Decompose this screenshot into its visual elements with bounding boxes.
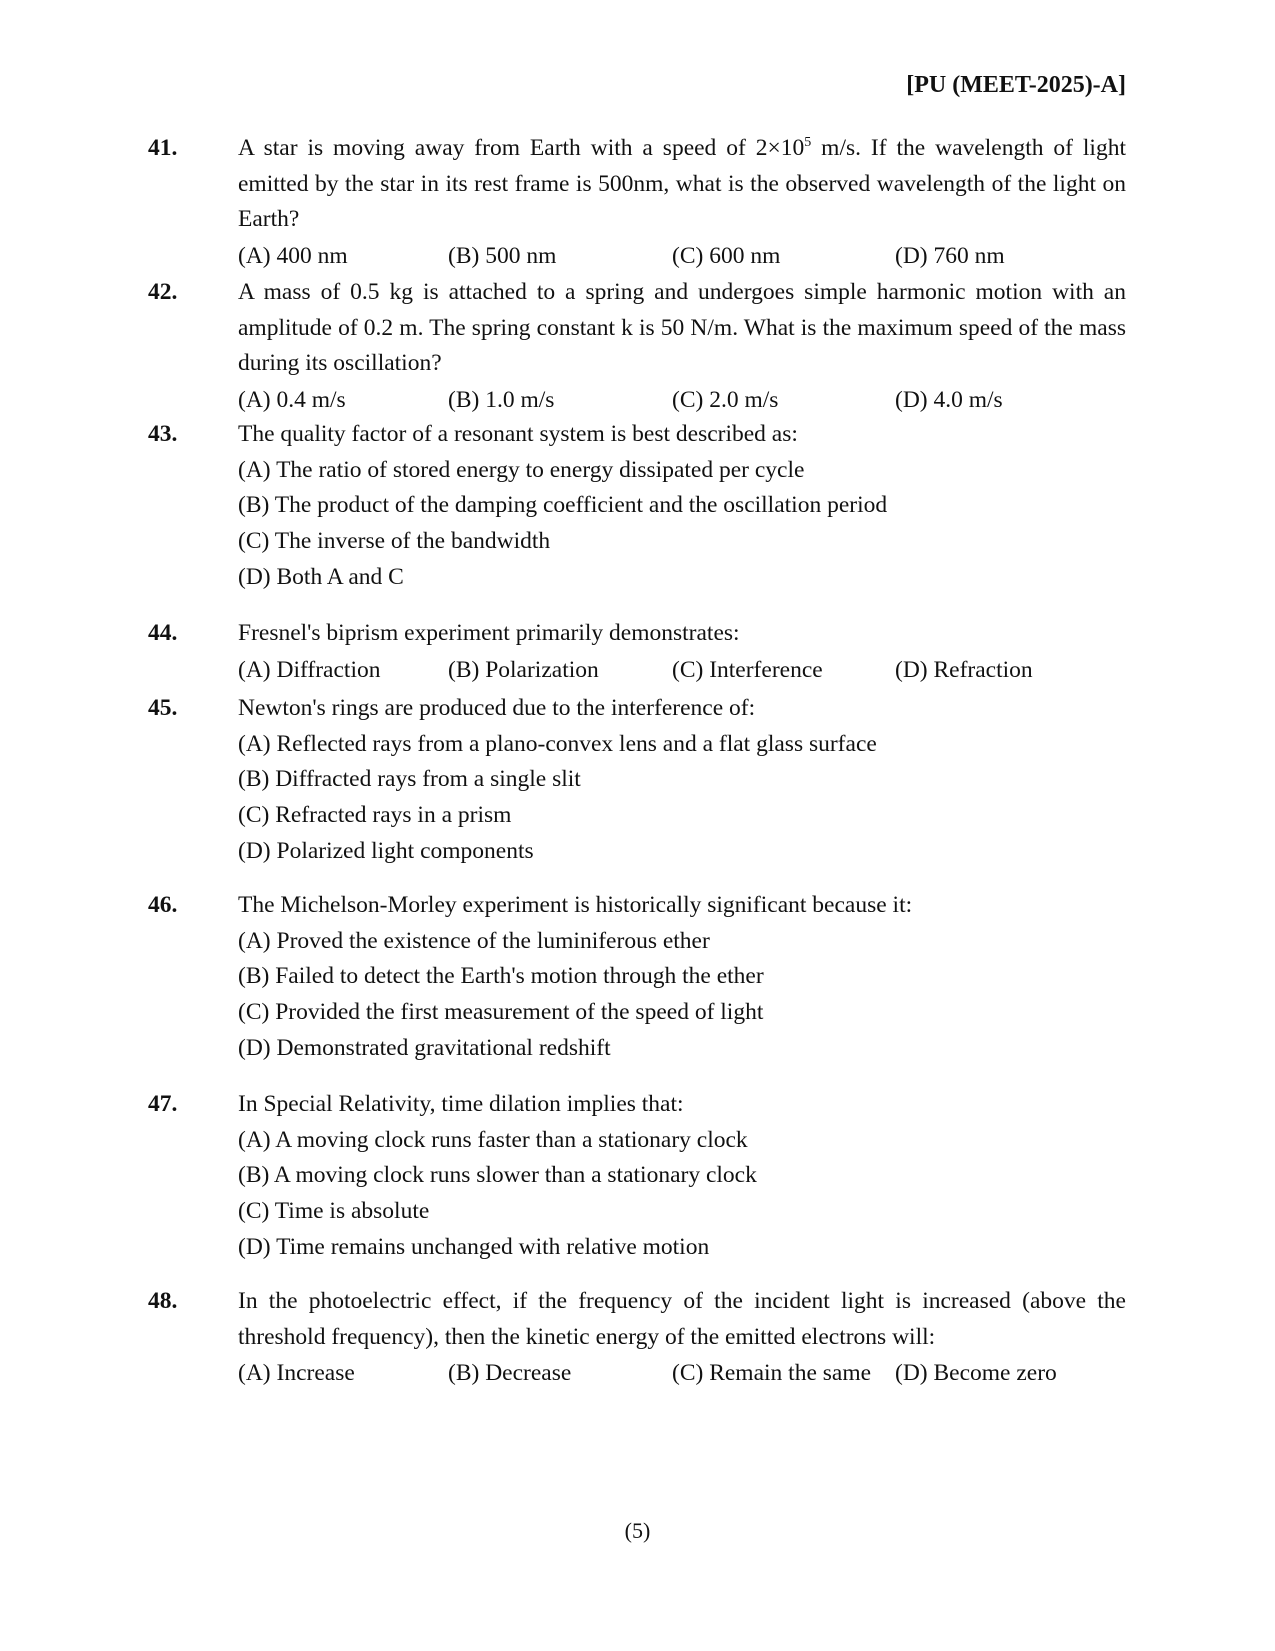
option-a: (A) A moving clock runs faster than a stationary clock <box>238 1126 748 1153</box>
option-d: (D) 760 nm <box>895 242 1005 269</box>
option-b: (B) Diffracted rays from a single slit <box>238 766 581 793</box>
options-row <box>238 383 1126 419</box>
question-42 <box>148 275 1126 418</box>
question-48 <box>148 1284 1126 1392</box>
option-d: (D) Refraction <box>895 656 1033 683</box>
option-b: (B) 1.0 m/s <box>448 386 555 413</box>
question-text: In the photoelectric effect, if the frequency of the incident light is increased (above the threshold frequency), then the kinetic energy of the emitted electrons will: <box>238 1288 1126 1350</box>
question-number: 42. <box>148 279 178 305</box>
option-a: (A) 400 nm <box>238 242 348 269</box>
option-a: (A) Reflected rays from a plano-convex lens and a flat glass surface <box>238 730 877 757</box>
question-47 <box>148 1087 1126 1266</box>
question-text: In Special Relativity, time dilation implies that: <box>238 1091 684 1117</box>
option-c: (C) Provided the first measurement of the speed of light <box>238 999 764 1026</box>
option-d: (D) Time remains unchanged with relative motion <box>238 1233 710 1260</box>
option-a: (A) Proved the existence of the luminiferous ether <box>238 927 710 954</box>
option-d: (D) Become zero <box>895 1360 1057 1386</box>
options-list <box>238 1123 1126 1266</box>
option-b: (B) The product of the damping coefficient and the oscillation period <box>238 492 888 519</box>
question-text: Newton's rings are produced due to the interference of: <box>238 695 756 721</box>
page-number: (5) <box>624 1518 651 1543</box>
option-c: (C) Interference <box>672 656 823 683</box>
question-text: The quality factor of a resonant system is best described as: <box>238 421 798 447</box>
option-a: (A) 0.4 m/s <box>238 386 346 413</box>
question-number: 44. <box>148 620 178 646</box>
option-a: (A) The ratio of stored energy to energy dissipated per cycle <box>238 456 805 483</box>
question-45 <box>148 691 1126 870</box>
option-b: (B) Failed to detect the Earth's motion through the ether <box>238 963 764 990</box>
options-row <box>238 653 1126 689</box>
option-d: (D) Demonstrated gravitational redshift <box>238 1034 611 1061</box>
option-c: (C) 600 nm <box>672 242 781 269</box>
option-c: (C) Time is absolute <box>238 1198 430 1225</box>
question-text: Fresnel's biprism experiment primarily demonstrates: <box>238 620 740 646</box>
options-list <box>238 453 1126 596</box>
option-d: (D) 4.0 m/s <box>895 386 1003 413</box>
question-44 <box>148 616 1126 688</box>
question-text: A star is moving away from Earth with a speed of $2\times 10^5$ m/s. If the wavelength of light emitted by the star in its rest frame is 500nm, what is the observed wavelength of the light on Earth? <box>238 135 1126 232</box>
option-b: (B) Polarization <box>448 656 599 683</box>
option-d: (D) Both A and C <box>238 563 404 590</box>
option-b: (B) 500 nm <box>448 242 557 269</box>
option-b: (B) Decrease <box>448 1360 572 1386</box>
option-a: (A) Diffraction <box>238 656 381 683</box>
question-43 <box>148 417 1126 596</box>
option-c: (C) Refracted rays in a prism <box>238 802 512 829</box>
question-41 <box>148 131 1126 274</box>
option-c: (C) Remain the same <box>672 1360 872 1386</box>
question-number: 47. <box>148 1091 178 1117</box>
question-text: The Michelson-Morley experiment is historically significant because it: <box>238 892 913 918</box>
option-c: (C) The inverse of the bandwidth <box>238 528 551 555</box>
option-d: (D) Polarized light components <box>238 837 534 864</box>
options-list <box>238 727 1126 870</box>
option-c: (C) 2.0 m/s <box>672 386 779 413</box>
options-row <box>238 1356 1126 1392</box>
question-number: 46. <box>148 892 178 918</box>
exam-code-header: [PU (MEET-2025)-A] <box>906 72 1126 98</box>
question-46 <box>148 888 1126 1067</box>
question-number: 41. <box>148 135 178 161</box>
options-list <box>238 924 1126 1067</box>
superscript-exponent: 5 <box>804 135 812 150</box>
option-a: (A) Increase <box>238 1360 355 1386</box>
question-number: 48. <box>148 1288 178 1314</box>
option-b: (B) A moving clock runs slower than a stationary clock <box>238 1162 757 1189</box>
question-text: A mass of 0.5 kg is attached to a spring and undergoes simple harmonic motion with an amplitude of 0.2 m. The spring constant k is 50 N/m. What is the maximum speed of the mass during its oscillation? <box>238 279 1126 376</box>
options-row <box>238 239 1126 275</box>
question-number: 43. <box>148 421 178 447</box>
question-number: 45. <box>148 695 178 721</box>
